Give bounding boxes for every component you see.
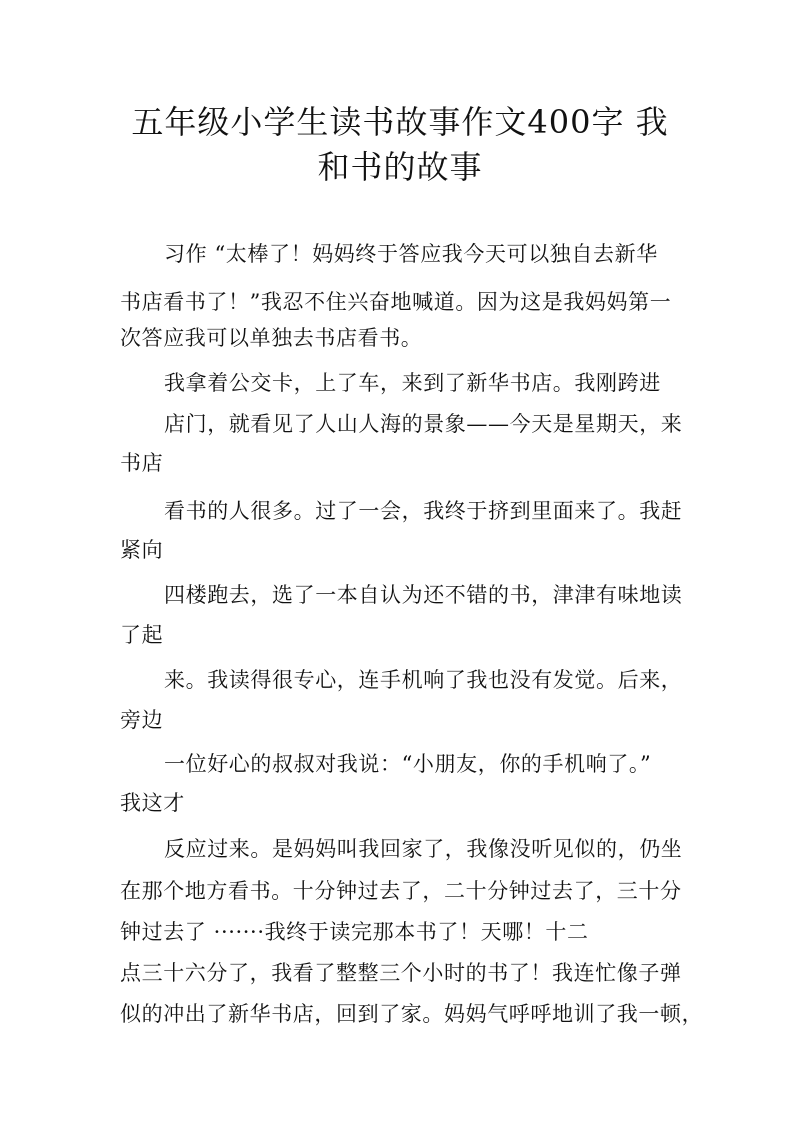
paragraph-line: 我拿着公交卡，上了车，来到了新华书店。我刚跨进 — [164, 371, 661, 395]
paragraph-line: 书店看书了！”我忍不住兴奋地喊道。因为这是我妈妈第一 — [120, 290, 672, 314]
paragraph-line: 旁边 — [120, 708, 164, 732]
paragraph-line: 我这才 — [120, 791, 185, 815]
paragraph-line: 点三十六分了，我看了整整三个小时的书了！我连忙像子弹 — [120, 961, 682, 985]
paragraph-line: 反应过来。是妈妈叫我回家了，我像没听见似的，仍坐 — [164, 837, 683, 861]
paragraph-line: 紧向 — [120, 538, 164, 562]
document-title-line-2: 和书的故事 — [317, 148, 483, 186]
paragraph-line: 店门，就看见了人山人海的景象——今天是星期天，来 — [164, 412, 683, 436]
paragraph-line: 四楼跑去，选了一本自认为还不错的书，津津有味地读 — [164, 583, 683, 607]
document-title-line-1: 五年级小学生读书故事作文400字 我 — [131, 103, 669, 141]
paragraph-line: 一位好心的叔叔对我说：“小朋友，你的手机响了。” — [164, 752, 652, 776]
paragraph-line: 钟过去了 ·······我终于读完那本书了！天哪！十二 — [120, 920, 589, 944]
paragraph-line: 来。我读得很专心，连手机响了我也没有发觉。后来， — [164, 668, 683, 692]
paragraph-line: 次答应我可以单独去书店看书。 — [120, 326, 423, 350]
paragraph-line: 了起 — [120, 623, 164, 647]
paragraph-line: 习作 “太棒了！妈妈终于答应我今天可以独自去新华 — [164, 242, 658, 266]
paragraph-line: 似的冲出了新华书店，回到了家。妈妈气呼呼地训了我一顿， — [120, 1002, 704, 1026]
paragraph-line: 书店 — [120, 451, 164, 475]
paragraph-line: 看书的人很多。过了一会，我终于挤到里面来了。我赶 — [164, 499, 683, 523]
paragraph-line: 在那个地方看书。十分钟过去了，二十分钟过去了，三十分 — [120, 879, 682, 903]
